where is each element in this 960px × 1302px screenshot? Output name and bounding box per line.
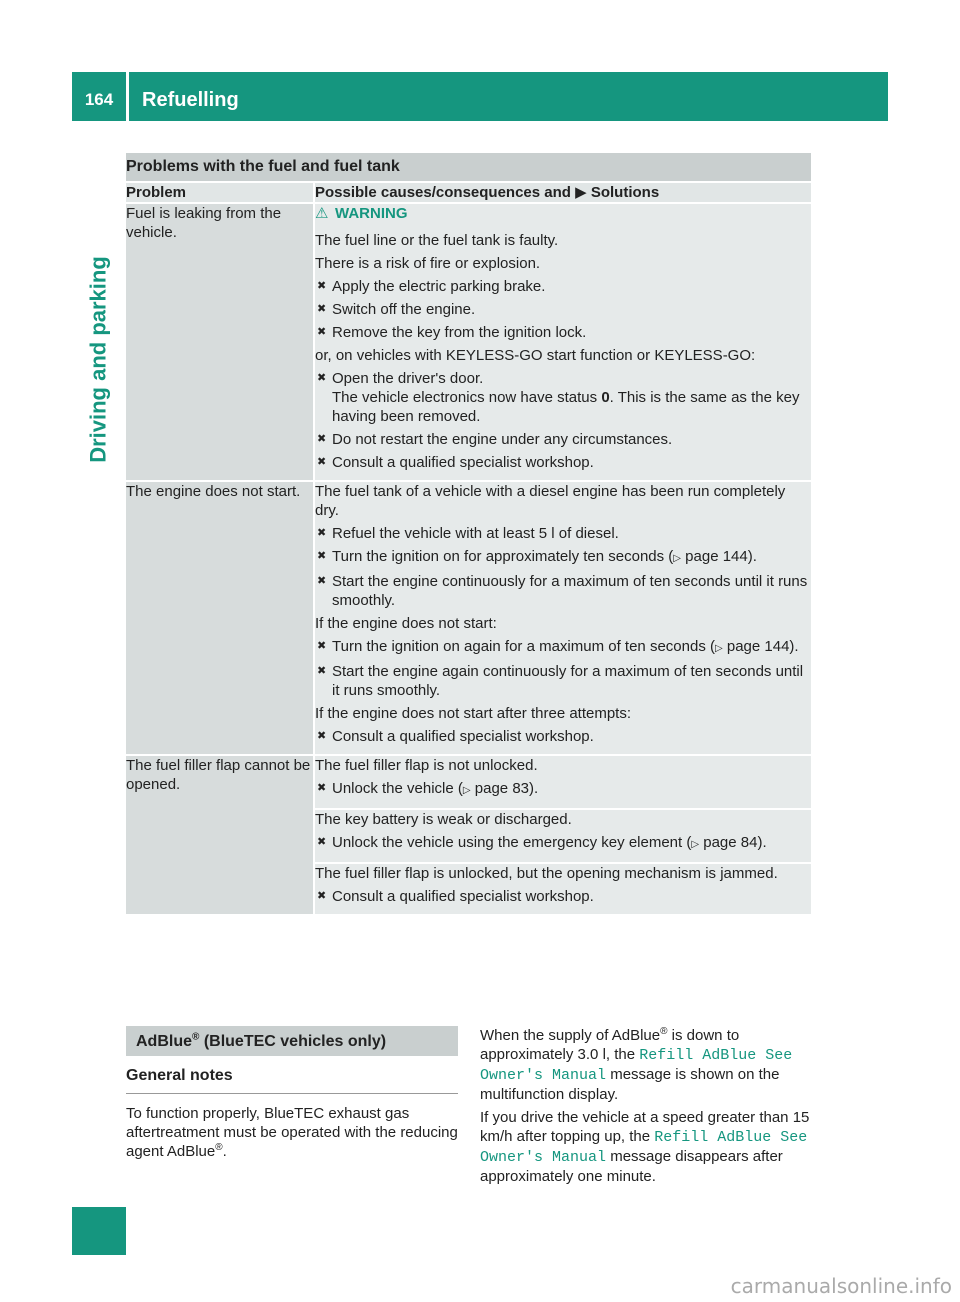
step-arrow-icon: ✖: [317, 527, 327, 539]
step-text: Unlock the vehicle (: [332, 780, 463, 797]
page-reference-icon: ▷: [714, 643, 723, 654]
step-item: [315, 369, 811, 426]
page-reference-icon: ▷: [691, 839, 700, 850]
step-arrow-icon: ✖: [317, 836, 327, 848]
adblue-section-caption: [126, 1026, 458, 1056]
thumb-index-marker: [72, 1207, 126, 1255]
watermark: carmanualsonline.info: [730, 1274, 952, 1298]
problem-cell: The engine does not start.: [126, 481, 314, 755]
column-header-problem: Problem: [126, 182, 314, 203]
step-arrow-icon: ✖: [317, 433, 327, 445]
problem-cell: Fuel is leaking from the vehicle.: [126, 203, 314, 481]
column-header-solutions-a: Possible causes/consequences and: [315, 184, 571, 201]
step-note: . This is the same as the key having been removed.: [332, 389, 800, 425]
solution-cell: [314, 203, 811, 481]
step-text: Do not restart the engine under any circumstances.: [332, 431, 673, 448]
page-reference-link[interactable]: page 144).: [685, 548, 757, 565]
step-text: Turn the ignition on for approximately ten seconds (: [332, 548, 674, 565]
arrow-right-icon: ▶: [575, 184, 587, 201]
step-arrow-icon: ✖: [317, 730, 327, 742]
step-text: Start the engine again continuously for a maximum of ten seconds until it runs smoothly.: [332, 663, 804, 699]
section-side-tab: [78, 150, 118, 540]
step-text: Consult a qualified specialist workshop.: [332, 454, 594, 471]
registered-mark: ®: [192, 1031, 200, 1043]
step-item: [315, 637, 811, 658]
table-row: [126, 755, 811, 809]
step-arrow-icon: ✖: [317, 456, 327, 468]
table-row: [126, 203, 811, 481]
step-item: [315, 887, 811, 906]
cause-text: The key battery is weak or discharged.: [315, 811, 572, 828]
step-text: Start the engine continuously for a maximum of ten seconds until it runs smoothly.: [332, 573, 808, 609]
step-text: Consult a qualified specialist workshop.: [332, 728, 594, 745]
problem-cell: The fuel filler flap cannot be opened.: [126, 755, 314, 915]
step-item: [315, 524, 811, 543]
step-item: [315, 430, 811, 449]
step-item: [315, 547, 811, 568]
column-header-solutions: [314, 182, 811, 203]
step-arrow-icon: ✖: [317, 575, 327, 587]
warning-triangle-icon: ⚠: [315, 205, 329, 222]
step-arrow-icon: ✖: [317, 782, 327, 794]
registered-mark: ®: [660, 1026, 668, 1037]
page-header: [72, 72, 888, 121]
display-message: Refill AdBlue See Owner's Manual: [480, 1047, 793, 1084]
step-arrow-icon: ✖: [317, 326, 327, 338]
chapter-title: Refuelling: [142, 89, 239, 111]
step-arrow-icon: ✖: [317, 372, 327, 384]
solution-cell: [314, 481, 811, 755]
step-arrow-icon: ✖: [317, 890, 327, 902]
condition-text: If the engine does not start:: [315, 615, 497, 632]
table-row: [126, 481, 811, 755]
step-item: [315, 323, 811, 342]
step-text: Open the driver's door.: [332, 370, 484, 387]
adblue-text: message disappears after approximately one minute.: [480, 1148, 783, 1185]
adblue-paragraph: [126, 1104, 460, 1161]
problem-table: [126, 153, 811, 916]
section-side-label: Driving and parking: [85, 256, 111, 463]
solution-cell: [314, 809, 811, 863]
cause-text: The fuel filler flap is not unlocked.: [315, 757, 538, 774]
adblue-text: is down to approximately 3.0 l, the: [480, 1027, 740, 1063]
adblue-text: To function properly, BlueTEC exhaust gas aftertreatment must be operated with the reducing agent AdBlue: [126, 1105, 458, 1160]
step-item: [315, 300, 811, 319]
cause-text: The fuel line or the fuel tank is faulty.: [315, 232, 559, 249]
adblue-text: .: [222, 1143, 227, 1160]
step-note: The vehicle electronics now have status: [332, 389, 598, 406]
adblue-caption-a: AdBlue: [136, 1033, 192, 1050]
step-item: [315, 453, 811, 472]
cause-text: There is a risk of fire or explosion.: [315, 255, 541, 272]
adblue-text: When the supply of AdBlue: [480, 1027, 661, 1044]
general-notes-heading: General notes: [126, 1066, 458, 1094]
cause-text: The fuel filler flap is unlocked, but the opening mechanism is jammed.: [315, 865, 778, 882]
step-item: [315, 833, 811, 854]
page-reference-link[interactable]: page 144).: [726, 638, 799, 655]
step-item: [315, 779, 811, 800]
step-item: [315, 277, 811, 296]
page-reference-link[interactable]: page 83).: [474, 780, 539, 797]
step-item: [315, 727, 811, 746]
cause-text: The fuel tank of a vehicle with a diesel engine has been run completely dry.: [315, 483, 786, 519]
page-reference-icon: ▷: [462, 785, 471, 796]
solution-cell: [314, 863, 811, 915]
column-header-solutions-b: Solutions: [590, 184, 660, 201]
step-text: Unlock the vehicle using the emergency key element (: [332, 834, 692, 851]
step-arrow-icon: ✖: [317, 640, 327, 652]
step-text: Refuel the vehicle with at least 5 l of diesel.: [332, 525, 619, 542]
step-text: Apply the electric parking brake.: [332, 278, 546, 295]
table-caption: Problems with the fuel and fuel tank: [126, 153, 811, 182]
step-item: [315, 572, 811, 610]
or-text: or, on vehicles with KEYLESS-GO start function or KEYLESS-GO:: [315, 347, 756, 364]
adblue-caption-b: (BlueTEC vehicles only): [199, 1033, 387, 1050]
adblue-text: message is shown on the multifunction display.: [480, 1066, 780, 1103]
step-text: Switch off the engine.: [332, 301, 476, 318]
step-arrow-icon: ✖: [317, 665, 327, 677]
page-number: 164: [84, 90, 114, 109]
adblue-paragraph: [480, 1026, 814, 1104]
step-text: Consult a qualified specialist workshop.: [332, 888, 594, 905]
page-reference-icon: ▷: [673, 553, 681, 564]
warning-heading: [315, 204, 811, 223]
step-arrow-icon: ✖: [317, 280, 327, 292]
step-arrow-icon: ✖: [317, 303, 327, 315]
step-text: Turn the ignition on again for a maximum of ten seconds (: [332, 638, 715, 655]
adblue-paragraph: [480, 1108, 814, 1186]
adblue-right-column: [480, 1026, 814, 1190]
condition-text: If the engine does not start after three attempts:: [315, 705, 632, 722]
status-value: 0: [601, 389, 610, 406]
step-item: [315, 662, 811, 700]
header-divider: [126, 72, 129, 121]
adblue-text: If you drive the vehicle at a speed greater than 15 km/h after topping up, the: [480, 1109, 810, 1145]
display-message: Refill AdBlue See Owner's Manual: [480, 1129, 808, 1166]
solution-cell: [314, 755, 811, 809]
step-text: Remove the key from the ignition lock.: [332, 324, 587, 341]
registered-mark: ®: [215, 1142, 223, 1153]
adblue-left-column: [126, 1104, 460, 1165]
step-arrow-icon: ✖: [317, 550, 327, 562]
page-reference-link[interactable]: page 84).: [703, 834, 767, 851]
warning-label: WARNING: [335, 205, 408, 222]
